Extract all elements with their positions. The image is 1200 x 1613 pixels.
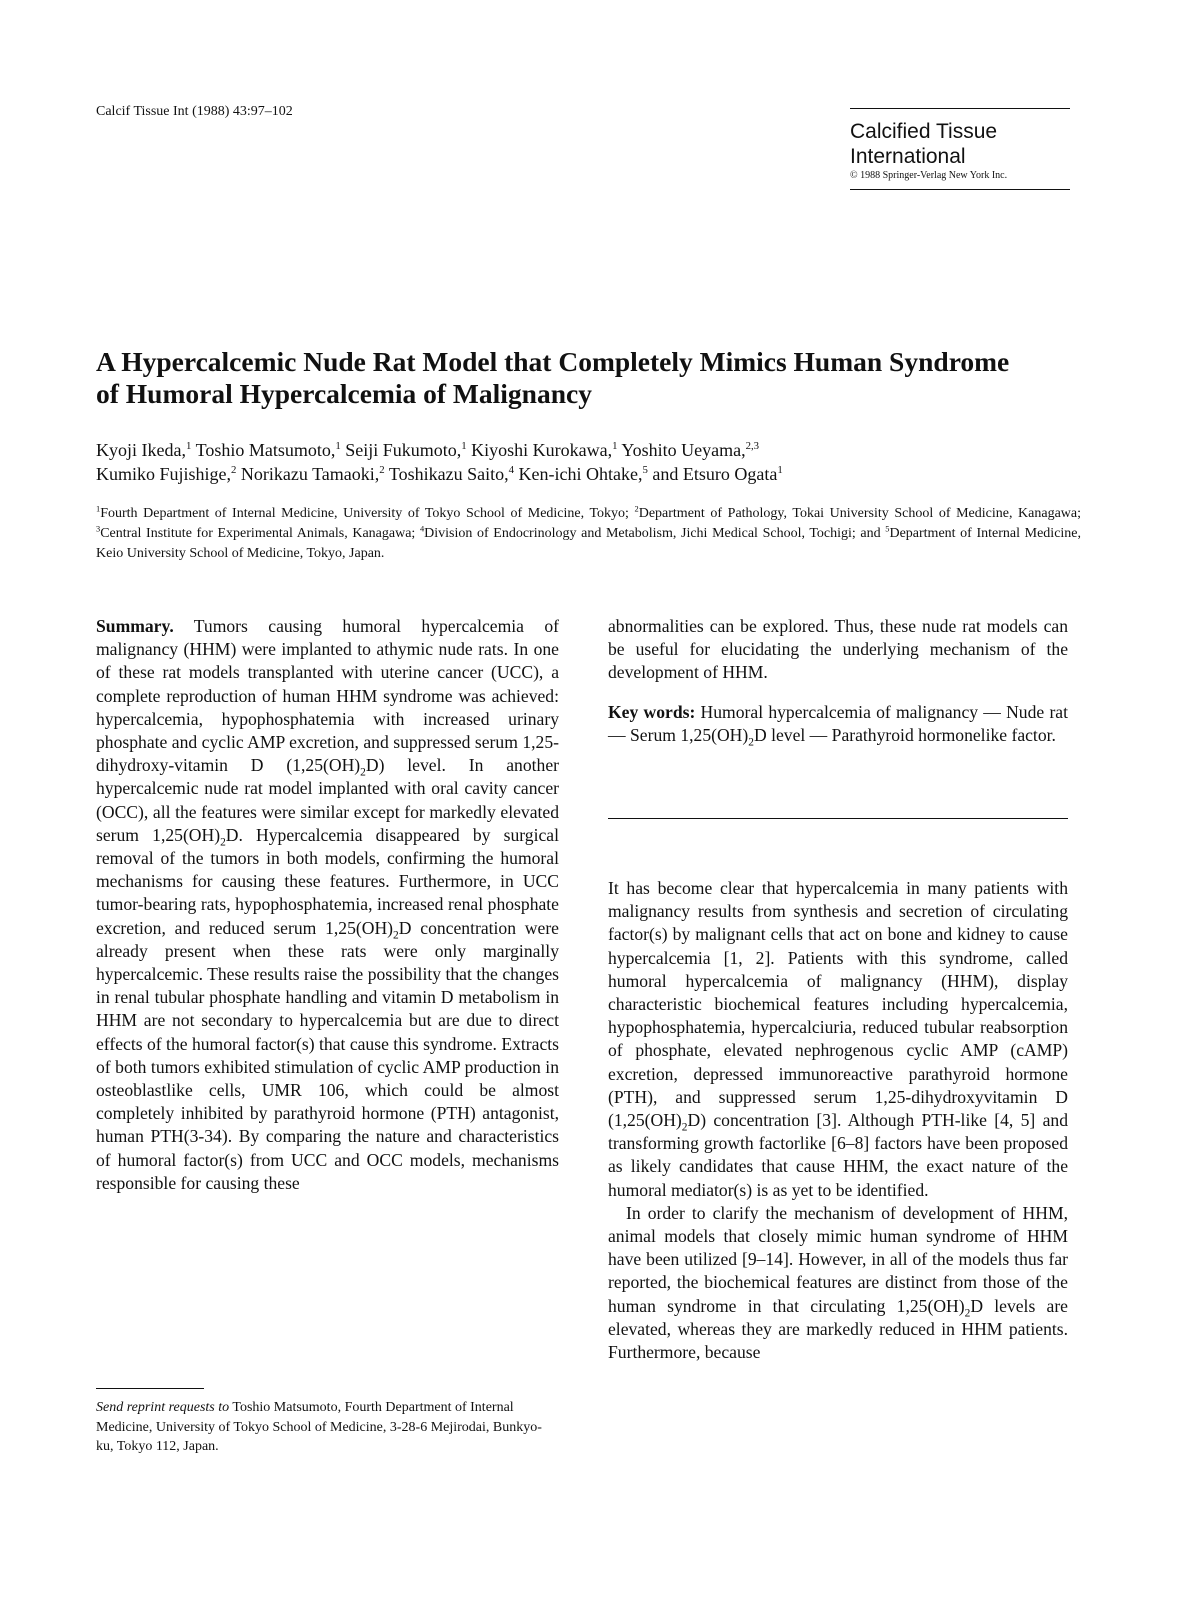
footnote-rule (96, 1388, 204, 1389)
intro-paragraph-2: In order to clarify the mechanism of development of HHM, animal models that closely mimic human syndrome of HHM have been utilized [9–14]. However, in all of the models thus far reported, the biochemical features are distinct from those of the human syndrome in that circulating $1,25(OH)_2D$ levels are elevated, whereas they are markedly reduced in HHM patients. Furthermore, because (608, 1202, 1068, 1363)
citation-header: Calcif Tissue Int (1988) 43:97–102 (96, 104, 293, 119)
title-line-2: of Humoral Hypercalcemia of Malignancy (96, 378, 592, 409)
author: Kyoji Ikeda,$^1$ (96, 440, 192, 460)
summary-continuation-text: abnormalities can be explored. Thus, these nude rat models can be useful for elucidating the underlying mechanism of the development of HHM. (608, 616, 1068, 683)
author: Seiji Fukumoto,$^1$ (345, 440, 467, 460)
journal-name-line2: International (850, 145, 966, 168)
title-line-1: A Hypercalcemic Nude Rat Model that Completely Mimics Human Syndrome (96, 346, 1010, 377)
author: Kiyoshi Kurokawa,$^1$ (471, 440, 618, 460)
summary-label: Summary. (96, 616, 174, 636)
author: Ken-ichi Ohtake,$^5$ (518, 464, 648, 484)
author: Toshikazu Saito,$^4$ (388, 464, 515, 484)
copyright-notice: © 1988 Springer-Verlag New York Inc. (850, 170, 1008, 181)
summary-paragraph: Summary. Tumors causing humoral hypercalcemia of malignancy (HHM) were implanted to athymic nude rats. In one of these rat models transplanted with uterine cancer (UCC), a complete reproduction of human HHM syndrome was achieved: hypercalcemia, hypophosphatemia with increased urinary phosphate and cyclic AMP excretion, and suppressed serum 1,25-dihydroxy-vitamin D $(1,25(OH)_2D)$ level. In another hypercalcemic nude rat model implanted with oral cavity cancer (OCC), all the features were similar except for markedly elevated serum $1,25(OH)_2D$. Hypercalcemia disappeared by surgical removal of the tumors in both models, confirming the humoral mechanisms for causing these features. Furthermore, in UCC tumor-bearing rats, hypophosphatemia, increased renal phosphate excretion, and reduced serum $1,25(OH)_2D$ concentration were already present when these rats were only marginally hypercalcemic. These results raise the possibility that the changes in renal tubular phosphate handling and vitamin D metabolism in HHM are not secondary to hypercalcemia but are due to direct effects of the humoral factor(s) that cause this syndrome. Extracts of both tumors exhibited stimulation of cyclic AMP production in osteoblastlike cells, UMR 106, which could be almost completely inhibited by parathyroid hormone (PTH) antagonist, human PTH(3-34). By comparing the nature and characteristics of humoral factor(s) from UCC and OCC models, mechanisms responsible for causing these (96, 616, 559, 1193)
section-divider (608, 818, 1068, 819)
journal-masthead (850, 108, 1070, 190)
author: Toshio Matsumoto,$^1$ (195, 440, 341, 460)
footnote-label: Send reprint requests to (96, 1400, 230, 1415)
journal-name (850, 119, 1070, 169)
reprint-footnote: Send reprint requests to Toshio Matsumoto, Fourth Department of Internal Medicine, University of Tokyo School of Medicine, 3-28-6 Mejirodai, Bunkyo-ku, Tokyo 112, Japan. (96, 1400, 542, 1454)
introduction (608, 877, 1068, 1364)
masthead-bottom-rule (850, 189, 1070, 190)
keywords: Key words: Humoral hypercalcemia of malignancy — Nude rat — Serum $1,25(OH)_2D$ level — Parathyroid hormonelike factor. (608, 701, 1068, 749)
author: Yoshito Ueyama,$^{2,3}$ (621, 440, 760, 460)
author: Kumiko Fujishige,$^2$ (96, 464, 237, 484)
article-title (96, 346, 1096, 410)
keywords-label: Key words: (608, 701, 696, 722)
summary-continuation (608, 615, 1068, 747)
affiliations: $^1$Fourth Department of Internal Medicine, University of Tokyo School of Medicine, Tokyo; $^2$Department of Pathology, Tokai University School of Medicine, Kanagawa; $^3$Central Institute for Experimental Animals, Kanagawa; $^4$Division of Endocrinology and Metabolism, Jichi Medical School, Tochigi; and $^5$Department of Internal Medicine, Keio University School of Medicine, Tokyo, Japan. (96, 504, 1082, 561)
intro-paragraph-1: It has become clear that hypercalcemia in many patients with malignancy results from synthesis and secretion of circulating factor(s) by malignant cells that act on bone and kidney to cause hypercalcemia [1, 2]. Patients with this syndrome, called humoral hypercalcemia of malignancy (HHM), display characteristic biochemical features including hypercalcemia, hypophosphatemia, hypercalciuria, reduced tubular reabsorption of phosphate, elevated nephrogenous cyclic AMP (cAMP) excretion, depressed immunoreactive parathyroid hormone (PTH), and suppressed serum 1,25-dihydroxyvitamin D $(1,25(OH)_2D)$ concentration [3]. Although PTH-like [4, 5] and transforming growth factorlike [6–8] factors have been proposed as likely candidates that cause HHM, the exact nature of the humoral mediator(s) is as yet to be identified. (608, 878, 1068, 1200)
author: and Etsuro Ogata$^1$ (652, 464, 783, 484)
masthead-top-rule (850, 108, 1070, 109)
journal-name-line1: Calcified Tissue (850, 120, 998, 143)
author-list (96, 438, 1096, 486)
author: Norikazu Tamaoki,$^2$ (240, 464, 385, 484)
